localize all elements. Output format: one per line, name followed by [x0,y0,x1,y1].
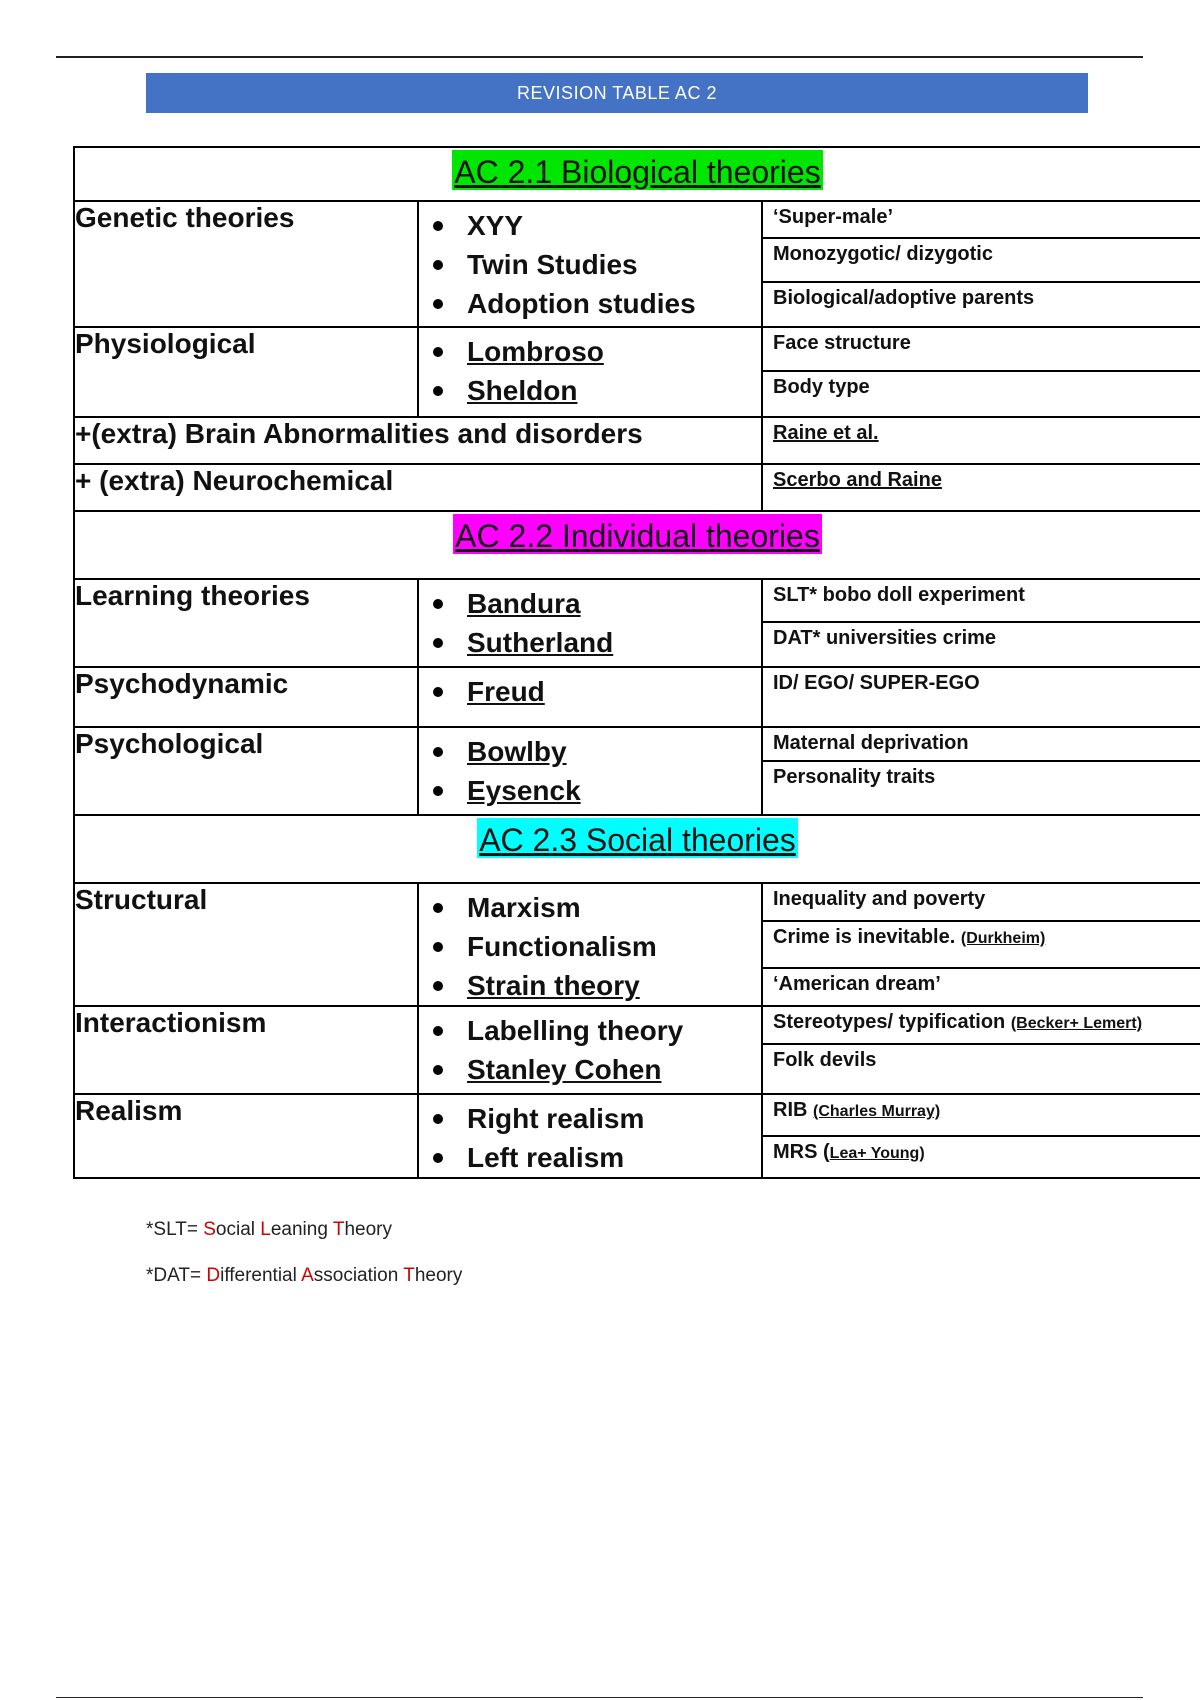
section-title-social: AC 2.3 Social theories [477,818,798,858]
note-cell: Stereotypes/ typification (Becker+ Lemert) [763,1007,1200,1045]
table-row [74,464,1200,511]
note-cell: Monozygotic/ dizygotic [763,239,1200,283]
bullet-list [419,884,761,1005]
table-row [74,327,1200,417]
note-cell: Inequality and poverty [763,884,1200,922]
row-label: + (extra) Neurochemical [74,464,762,511]
footnote-slt: *SLT= Social Leaning Theory [146,1219,392,1240]
list-item: Right realism [467,1099,761,1138]
row-label: +(extra) Brain Abnormalities and disorders [74,417,762,464]
table-row [74,417,1200,464]
list-item: Sutherland [467,623,761,662]
bullet-list [419,328,761,410]
note-cell: Folk devils [773,1049,877,1071]
list-item: Adoption studies [467,284,761,323]
list-item: XYY [467,206,761,245]
list-item: Strain theory [467,966,761,1005]
bullet-list [419,1007,761,1089]
bullet-list [419,580,761,662]
list-item: Lombroso [467,332,761,371]
row-label: Physiological [74,327,418,417]
note-cell: ‘Super-male’ [763,202,1200,239]
note-cell: MRS (Lea+ Young) [773,1141,925,1163]
row-label: Genetic theories [74,201,418,327]
top-rule [56,56,1143,58]
table-row [74,1094,1200,1178]
list-item: Functionalism [467,927,761,966]
section-row-biological [74,147,1200,201]
list-item: Sheldon [467,371,761,410]
table-row [74,1006,1200,1094]
note-cell: Scerbo and Raine [773,469,942,491]
note-cell: Biological/adoptive parents [773,287,1035,309]
row-label: Psychological [74,727,418,815]
row-label: Realism [74,1094,418,1178]
row-label: Psychodynamic [74,667,418,727]
note-cell: SLT* bobo doll experiment [763,580,1200,623]
section-row-social [74,815,1200,883]
note-cell: Crime is inevitable. (Durkheim) [763,922,1200,969]
note-cell: Face structure [763,328,1200,372]
revision-table [73,146,1200,1179]
note-cell: ID/ EGO/ SUPER-EGO [773,672,980,694]
list-item: Labelling theory [467,1011,761,1050]
table-row [74,727,1200,815]
note-cell: Personality traits [773,766,936,788]
bottom-rule [56,1697,1143,1698]
section-title-biological: AC 2.1 Biological theories [452,150,822,190]
citation: (Durkheim) [960,930,1046,947]
note-cell: ‘American dream’ [773,973,941,995]
list-item: Bowlby [467,732,761,771]
note-cell: RIB (Charles Murray) [763,1095,1200,1137]
table-row [74,579,1200,667]
note-cell: Raine et al. [773,422,879,444]
table-row [74,201,1200,327]
list-item: Marxism [467,888,761,927]
list-item: Bandura [467,584,761,623]
citation: (Becker+ Lemert) [1010,1015,1143,1032]
table-row [74,667,1200,727]
list-item: Left realism [467,1138,761,1177]
note-cell: DAT* universities crime [773,627,997,649]
bullet-list [419,728,761,810]
footnote-dat: *DAT= Differential Association Theory [146,1265,463,1286]
list-item: Stanley Cohen [467,1050,761,1089]
citation: Lea+ Young) [829,1145,925,1162]
bullet-list [419,668,761,711]
note-cell: Maternal deprivation [763,728,1200,762]
row-label: Learning theories [74,579,418,667]
list-item: Freud [467,672,761,711]
citation: (Charles Murray) [813,1103,941,1120]
list-item: Twin Studies [467,245,761,284]
bullet-list [419,202,761,323]
note-cell: Body type [773,376,870,398]
list-item: Eysenck [467,771,761,810]
table-row [74,883,1200,1006]
row-label: Interactionism [74,1006,418,1094]
section-title-individual: AC 2.2 Individual theories [453,514,822,554]
bullet-list [419,1095,761,1177]
section-row-individual [74,511,1200,579]
page-banner: REVISION TABLE AC 2 [146,73,1088,113]
row-label: Structural [74,883,418,1006]
